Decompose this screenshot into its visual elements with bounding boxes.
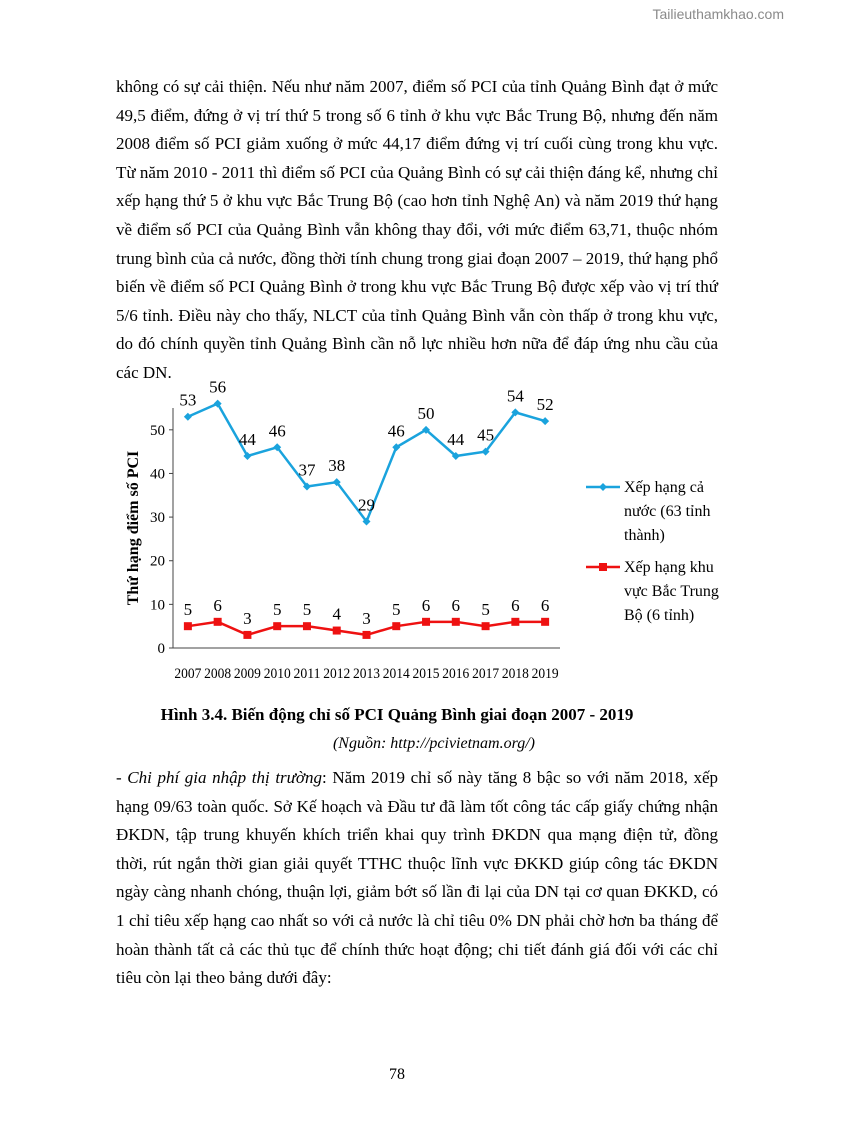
data-label: 53: [179, 390, 197, 410]
data-point: [452, 618, 460, 626]
data-point: [303, 622, 311, 630]
data-label: 46: [268, 421, 286, 441]
data-label: 46: [387, 421, 405, 441]
data-point: [184, 413, 192, 421]
data-point: [511, 618, 519, 626]
legend-label: Xếp hạng cả: [624, 479, 704, 496]
page-number: 78: [389, 1066, 405, 1083]
legend-marker: [599, 483, 607, 491]
data-point: [482, 622, 490, 630]
x-tick-label: 2017: [472, 666, 500, 682]
data-label: 5: [302, 600, 312, 620]
data-label: 44: [238, 430, 256, 449]
x-tick-label: 2016: [442, 666, 470, 682]
x-tick-label: 2019: [531, 666, 559, 682]
data-label: 6: [540, 595, 550, 615]
x-tick-label: 2018: [501, 666, 529, 682]
x-tick-label: 2015: [412, 666, 440, 682]
x-tick-label: 2009: [233, 666, 261, 682]
data-label: 6: [421, 595, 431, 615]
paragraph-2-lead: - Chi phí gia nhập thị trường: [116, 768, 323, 787]
y-axis-title: Thứ hạng điểm số PCI: [125, 450, 142, 606]
data-label: 3: [243, 608, 252, 628]
x-tick-label: 2010: [263, 666, 291, 682]
data-point: [363, 631, 371, 639]
data-point: [392, 622, 400, 630]
y-tick-label: 20: [150, 553, 165, 570]
data-label: 50: [417, 403, 435, 423]
y-tick-label: 10: [150, 597, 165, 614]
legend-label: vực Bắc Trung: [624, 583, 719, 600]
body-paragraph-2: [116, 764, 718, 993]
data-label: 5: [392, 600, 401, 620]
x-tick-label: 2008: [204, 666, 232, 682]
x-tick-label: 2007: [174, 666, 202, 682]
data-point: [422, 618, 430, 626]
y-tick-label: 40: [150, 466, 165, 483]
data-label: 6: [213, 595, 222, 615]
data-label: 52: [536, 395, 554, 415]
x-tick-label: 2012: [323, 666, 351, 682]
legend-marker: [599, 563, 607, 571]
legend-label: thành): [624, 527, 665, 544]
legend-label: Bộ (6 tỉnh): [624, 607, 695, 624]
data-label: 5: [272, 600, 282, 620]
pci-ranking-chart: [112, 377, 719, 690]
data-label: 3: [362, 608, 371, 628]
y-tick-label: 50: [150, 422, 165, 439]
figure-source: (Nguồn: http://pcivietnam.org/): [332, 735, 536, 752]
data-point: [333, 627, 341, 635]
data-point: [541, 417, 549, 425]
x-tick-label: 2013: [353, 666, 380, 682]
data-point: [184, 622, 192, 630]
y-tick-label: 0: [157, 641, 165, 657]
legend-label: nước (63 tỉnh: [624, 503, 711, 520]
data-point: [243, 631, 251, 639]
data-label: 29: [358, 495, 375, 515]
data-point: [541, 618, 549, 626]
watermark: Tailieuthamkhao.com: [652, 6, 784, 22]
data-label: 54: [506, 386, 524, 406]
data-label: 37: [298, 460, 316, 480]
data-point: [273, 622, 281, 630]
data-label: 6: [451, 595, 461, 615]
body-paragraph-1: không có sự cải thiện. Nếu như năm 2007, điểm số PCI của tỉnh Quảng Bình đạt ở mức 49,5 điểm, đứng ở vị trí thứ 5 trong số 6 tỉnh ở khu vực Bắc Trung Bộ, nhưng đến năm 2008 điểm số PCI giảm xuống ở mức 44,17 điểm đứng vị trí cuối cùng trong khu vực. Từ năm 2010 - 2011 thì điểm số PCI của Quảng Bình có sự cải thiện đáng kể, nhưng chỉ xếp hạng thứ 5 ở khu vực Bắc Trung Bộ (cao hơn tỉnh Nghệ An) và năm 2019 thứ hạng về điểm số PCI của Quảng Bình vẫn không thay đổi, với mức điểm 63,71, thuộc nhóm trung bình của cả nước, đồng thời tính chung trong giai đoạn 2007 – 2019, thứ hạng phổ biến về điểm số PCI Quảng Bình ở trong khu vực Bắc Trung Bộ được xếp vào vị trí thứ 5/6 tỉnh. Điều này cho thấy, NLCT của tỉnh Quảng Bình vẫn còn thấp ở trong khu vực, do đó chính quyền tỉnh Quảng Bình cần nỗ lực nhiều hơn nữa để đáp ứng nhu cầu của các DN.: [116, 77, 718, 382]
data-label: 5: [183, 600, 193, 620]
y-tick-label: 30: [150, 510, 165, 527]
figure-caption: Hình 3.4. Biến động chỉ số PCI Quảng Bình giai đoạn 2007 - 2019: [160, 705, 634, 724]
data-point: [214, 618, 222, 626]
x-tick-label: 2011: [293, 666, 321, 682]
data-label: 45: [477, 425, 495, 445]
data-label: 6: [511, 595, 520, 615]
data-label: 5: [481, 600, 490, 620]
x-tick-label: 2014: [382, 666, 411, 682]
data-label: 44: [447, 430, 465, 449]
data-label: 38: [328, 456, 346, 476]
paragraph-2-body: : Năm 2019 chỉ số này tăng 8 bậc so với năm 2018, xếp hạng 09/63 toàn quốc. Sở Kế hoạch và Đầu tư đã làm tốt công tác cấp giấy chứng nhận ĐKDN, tập trung khuyến khích triển khai quy trình ĐKDN qua mạng điện tử, đồng thời, rút ngắn thời gian giải quyết TTHC thuộc lĩnh vực ĐKKD giúp công tác ĐKDN ngày càng nhanh chóng, thuận lợi, giảm bớt số lần đi lại của DN tại cơ quan ĐKKD, có 1 chỉ tiêu xếp hạng cao nhất so với cả nước là chỉ tiêu 0% DN phải chờ hơn ba tháng để hoàn thành tất cả các thủ tục để chính thức hoạt động; chi tiết đánh giá đối với các chỉ tiêu còn lại theo bảng dưới đây:: [116, 768, 718, 988]
data-label: 4: [332, 604, 341, 624]
legend-label: Xếp hạng khu: [624, 559, 714, 576]
data-label: 56: [209, 377, 227, 397]
